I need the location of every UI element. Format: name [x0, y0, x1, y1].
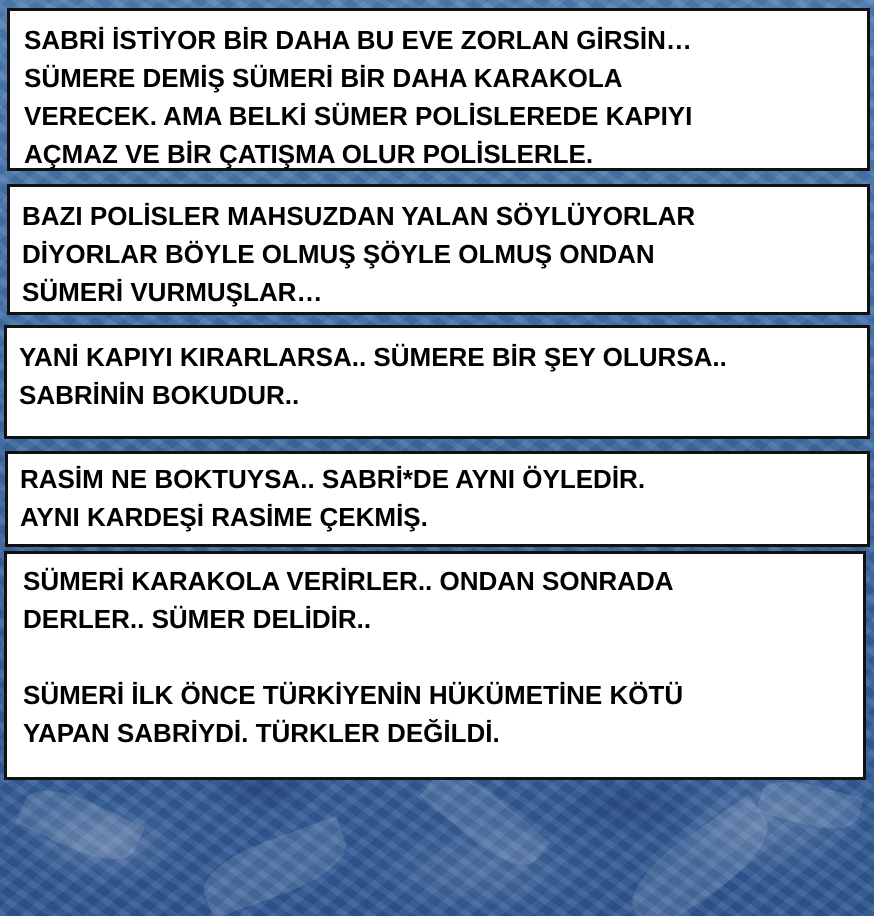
- leaf-decoration: [617, 795, 782, 916]
- text-panel-3: YANİ KAPIYI KIRARLARSA.. SÜMERE BİR ŞEY OLURSA.. SABRİNİN BOKUDUR..: [4, 325, 870, 439]
- text-panel-5: SÜMERİ KARAKOLA VERİRLER.. ONDAN SONRADA DERLER.. SÜMER DELİDİR.. SÜMERİ İLK ÖNCE TÜRKİYENİN HÜKÜMETİNE KÖTÜ YAPAN SABRİYDİ. TÜRKLER DEĞİLDİ.: [4, 551, 866, 780]
- leaf-decoration: [195, 816, 355, 916]
- leaf-decoration: [420, 780, 550, 879]
- background-pattern: [0, 780, 874, 916]
- leaf-decoration: [15, 780, 145, 873]
- leaf-decoration: [757, 780, 864, 837]
- text-panel-2: BAZI POLİSLER MAHSUZDAN YALAN SÖYLÜYORLAR DİYORLAR BÖYLE OLMUŞ ŞÖYLE OLMUŞ ONDAN SÜMERİ VURMUŞLAR…: [7, 184, 870, 315]
- text-panel-4: RASİM NE BOKTUYSA.. SABRİ*DE AYNI ÖYLEDİR. AYNI KARDEŞİ RASİME ÇEKMİŞ.: [5, 451, 870, 547]
- text-panel-1: SABRİ İSTİYOR BİR DAHA BU EVE ZORLAN GİRSİN… SÜMERE DEMİŞ SÜMERİ BİR DAHA KARAKOLA VERECEK. AMA BELKİ SÜMER POLİSLEREDE KAPIYI AÇMAZ VE BİR ÇATIŞMA OLUR POLİSLERLE.: [7, 8, 870, 171]
